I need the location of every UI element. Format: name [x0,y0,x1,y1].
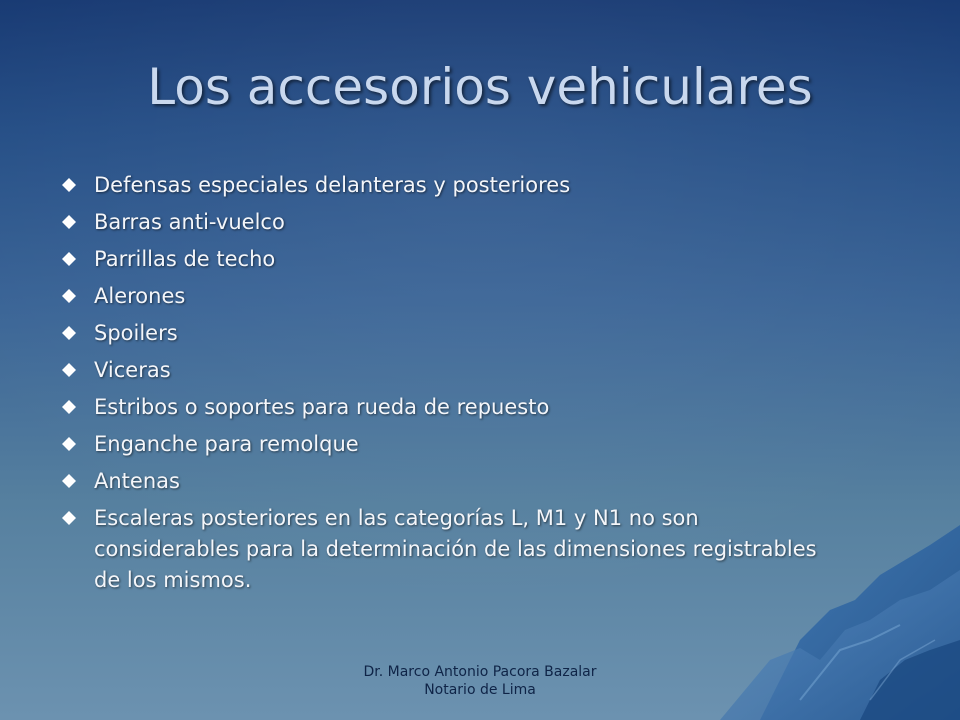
bullet-text: Viceras [94,358,171,382]
diamond-bullet-icon [62,215,76,229]
bullet-item [60,503,820,596]
bullet-item [60,429,820,460]
bullet-text: Parrillas de techo [94,247,276,271]
slide-title: Los accesorios vehiculares [147,58,813,116]
diamond-bullet-icon [62,178,76,192]
bullet-item [60,392,820,423]
diamond-bullet-icon [62,400,76,414]
footer-role: Notario de Lima [424,682,536,698]
diamond-bullet-icon [62,474,76,488]
bullet-text: Antenas [94,469,180,493]
diamond-bullet-icon [62,289,76,303]
bullet-text: Escaleras posteriores en las categorías L, M1 y N1 no son considerables para la determinación de las dimensiones registrables de los mismos. [94,506,817,592]
footer-author: Dr. Marco Antonio Pacora Bazalar [363,664,597,680]
diamond-bullet-icon [62,252,76,266]
bullet-text: Barras anti-vuelco [94,210,285,234]
diamond-bullet-icon [62,326,76,340]
bullet-item [60,466,820,497]
bullet-item [60,281,820,312]
diamond-bullet-icon [62,363,76,377]
bullet-text: Enganche para remolque [94,432,359,456]
bullet-text: Spoilers [94,321,178,345]
bullet-list [60,170,820,602]
bullet-text: Alerones [94,284,186,308]
bullet-item [60,170,820,201]
bullet-item [60,207,820,238]
bullet-item [60,244,820,275]
bullet-item [60,318,820,349]
bullet-text: Estribos o soportes para rueda de repuesto [94,395,550,419]
bullet-text: Defensas especiales delanteras y posteriores [94,173,571,197]
diamond-bullet-icon [62,437,76,451]
bullet-item [60,355,820,386]
footer [300,663,660,699]
diamond-bullet-icon [62,511,76,525]
